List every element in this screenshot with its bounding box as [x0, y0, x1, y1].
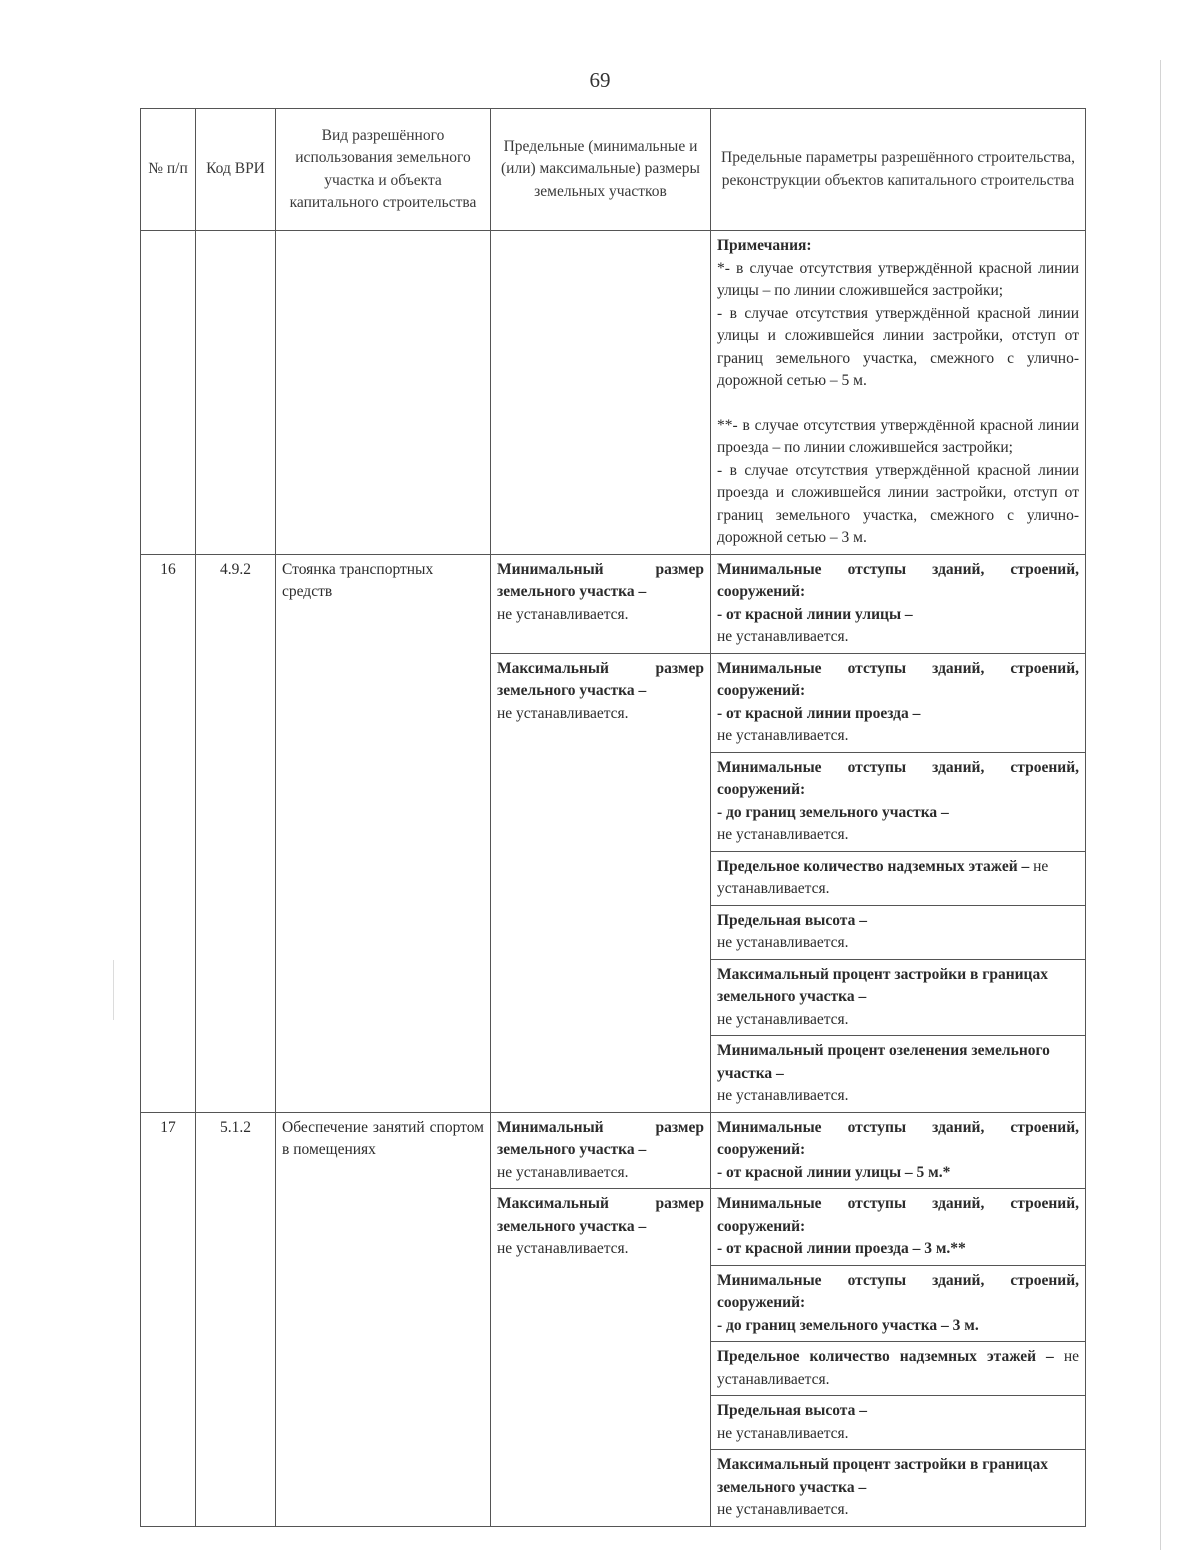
param-label: Минимальные отступы зданий, строений, сооружений: — [717, 659, 1079, 699]
row16-param — [711, 959, 1086, 1036]
param-label: Предельная высота – — [717, 1402, 867, 1419]
notes-cell — [711, 231, 1086, 555]
param-value: не устанавливается. — [717, 1348, 1080, 1388]
row17-max-size — [491, 1189, 711, 1527]
header-num: № п/п — [141, 109, 196, 231]
scan-mark — [113, 960, 114, 1020]
notes-row — [141, 231, 1086, 555]
row17-param — [711, 1112, 1086, 1189]
row16-param — [711, 554, 1086, 653]
note-paragraph: *- в случае отсутствия утверждённой красной линии улицы – по линии сложившейся застройки; — [717, 259, 1079, 299]
page-number: 69 — [589, 68, 611, 92]
header-params: Предельные параметры разрешённого строительства, реконструкции объектов капитального строительства — [711, 109, 1086, 231]
param-value: не устанавливается. — [717, 934, 849, 951]
notes-title: Примечания: — [717, 237, 812, 254]
param-label: Минимальные отступы зданий, строений, сооружений: — [717, 560, 1079, 600]
param-line: - от красной линии улицы – — [717, 605, 913, 623]
min-size-value: не устанавливается. — [497, 1163, 629, 1181]
row17-num: 17 — [141, 1112, 196, 1526]
param-label: Предельное количество надземных этажей – — [717, 1348, 1054, 1365]
param-value: не устанавливается. — [717, 1010, 849, 1028]
param-label: Минимальный процент озеленения земельного участка – — [717, 1042, 1050, 1082]
param-label: Максимальный процент застройки в границах земельного участка – — [717, 965, 1048, 1005]
note-paragraph: - в случае отсутствия утверждённой красной линии проезда и сложившейся линии застройки, отступ от границ земельного участка, смежного с улично-дорожной сетью – 3 м. — [717, 461, 1079, 546]
note-paragraph: - в случае отсутствия утверждённой красной линии улицы и сложившейся линии застройки, отступ от границ земельного участка, смежного с улично-дорожной сетью – 5 м. — [717, 304, 1079, 389]
min-size-label: Минимальный размер земельного участка – — [497, 560, 704, 600]
row17-param — [711, 1450, 1086, 1527]
row16-param — [711, 851, 1086, 905]
header-code: Код ВРИ — [196, 109, 276, 231]
param-label: Минимальные отступы зданий, строений, сооружений: — [717, 1195, 1079, 1235]
param-line: - до границ земельного участка – 3 м. — [717, 1316, 979, 1334]
param-value: не устанавливается. — [717, 1501, 849, 1518]
row16-param — [711, 752, 1086, 851]
regulations-table — [140, 108, 1086, 1527]
param-line: - от красной линии проезда – — [717, 704, 921, 722]
row16-param — [711, 653, 1086, 752]
header-sizes: Предельные (минимальные и (или) максимальные) размеры земельных участков — [491, 109, 711, 231]
row16-param — [711, 905, 1086, 959]
row17-param — [711, 1189, 1086, 1266]
row16-code: 4.9.2 — [196, 554, 276, 1112]
row17-param — [711, 1342, 1086, 1396]
header-row — [141, 109, 1086, 231]
param-label: Минимальные отступы зданий, строений, сооружений: — [717, 758, 1079, 798]
row16-num: 16 — [141, 554, 196, 1112]
row17-min-size — [491, 1112, 711, 1189]
param-line: - от красной линии улицы – 5 м.* — [717, 1163, 951, 1181]
header-kind: Вид разрешённого использования земельного участка и объекта капитального строительства — [276, 109, 491, 231]
row17-kind: Обеспечение занятий спортом в помещениях — [276, 1112, 491, 1526]
param-value: не устанавливается. — [717, 628, 849, 645]
row16-min-size — [491, 554, 711, 653]
max-size-label: Максимальный размер земельного участка – — [497, 659, 704, 699]
param-label: Предельное количество надземных этажей – — [717, 857, 1030, 875]
row17-param — [711, 1265, 1086, 1342]
row16-param — [711, 1036, 1086, 1113]
notes-num-cell — [141, 231, 196, 555]
param-label: Максимальный процент застройки в границах земельного участка – — [717, 1456, 1048, 1496]
regulations-table-wrapper — [140, 108, 1085, 1527]
max-size-value: не устанавливается. — [497, 1240, 629, 1257]
notes-size-cell — [491, 231, 711, 555]
scan-edge-line — [1160, 60, 1161, 1550]
min-size-value: не устанавливается. — [497, 605, 629, 623]
param-label: Минимальные отступы зданий, строений, сооружений: — [717, 1271, 1079, 1311]
row17-param — [711, 1396, 1086, 1450]
param-label: Предельная высота – — [717, 911, 867, 929]
param-value: не устанавливается. — [717, 826, 849, 843]
row16-kind: Стоянка транспортных средств — [276, 554, 491, 1112]
notes-kind-cell — [276, 231, 491, 555]
param-line: - до границ земельного участка – — [717, 803, 949, 821]
table-row — [141, 554, 1086, 653]
param-value: не устанавливается. — [717, 1087, 849, 1104]
min-size-label: Минимальный размер земельного участка – — [497, 1118, 704, 1158]
table-row — [141, 1112, 1086, 1189]
param-value: не устанавливается. — [717, 857, 1049, 897]
row17-code: 5.1.2 — [196, 1112, 276, 1526]
param-value: не устанавливается. — [717, 727, 849, 744]
row16-max-size — [491, 653, 711, 1112]
max-size-label: Максимальный размер земельного участка – — [497, 1195, 704, 1235]
param-label: Минимальные отступы зданий, строений, сооружений: — [717, 1118, 1079, 1158]
param-line: - от красной линии проезда – 3 м.** — [717, 1240, 966, 1257]
max-size-value: не устанавливается. — [497, 704, 629, 722]
notes-code-cell — [196, 231, 276, 555]
param-value: не устанавливается. — [717, 1424, 849, 1442]
note-paragraph: **- в случае отсутствия утверждённой красной линии проезда – по линии сложившейся застройки; — [717, 416, 1079, 456]
